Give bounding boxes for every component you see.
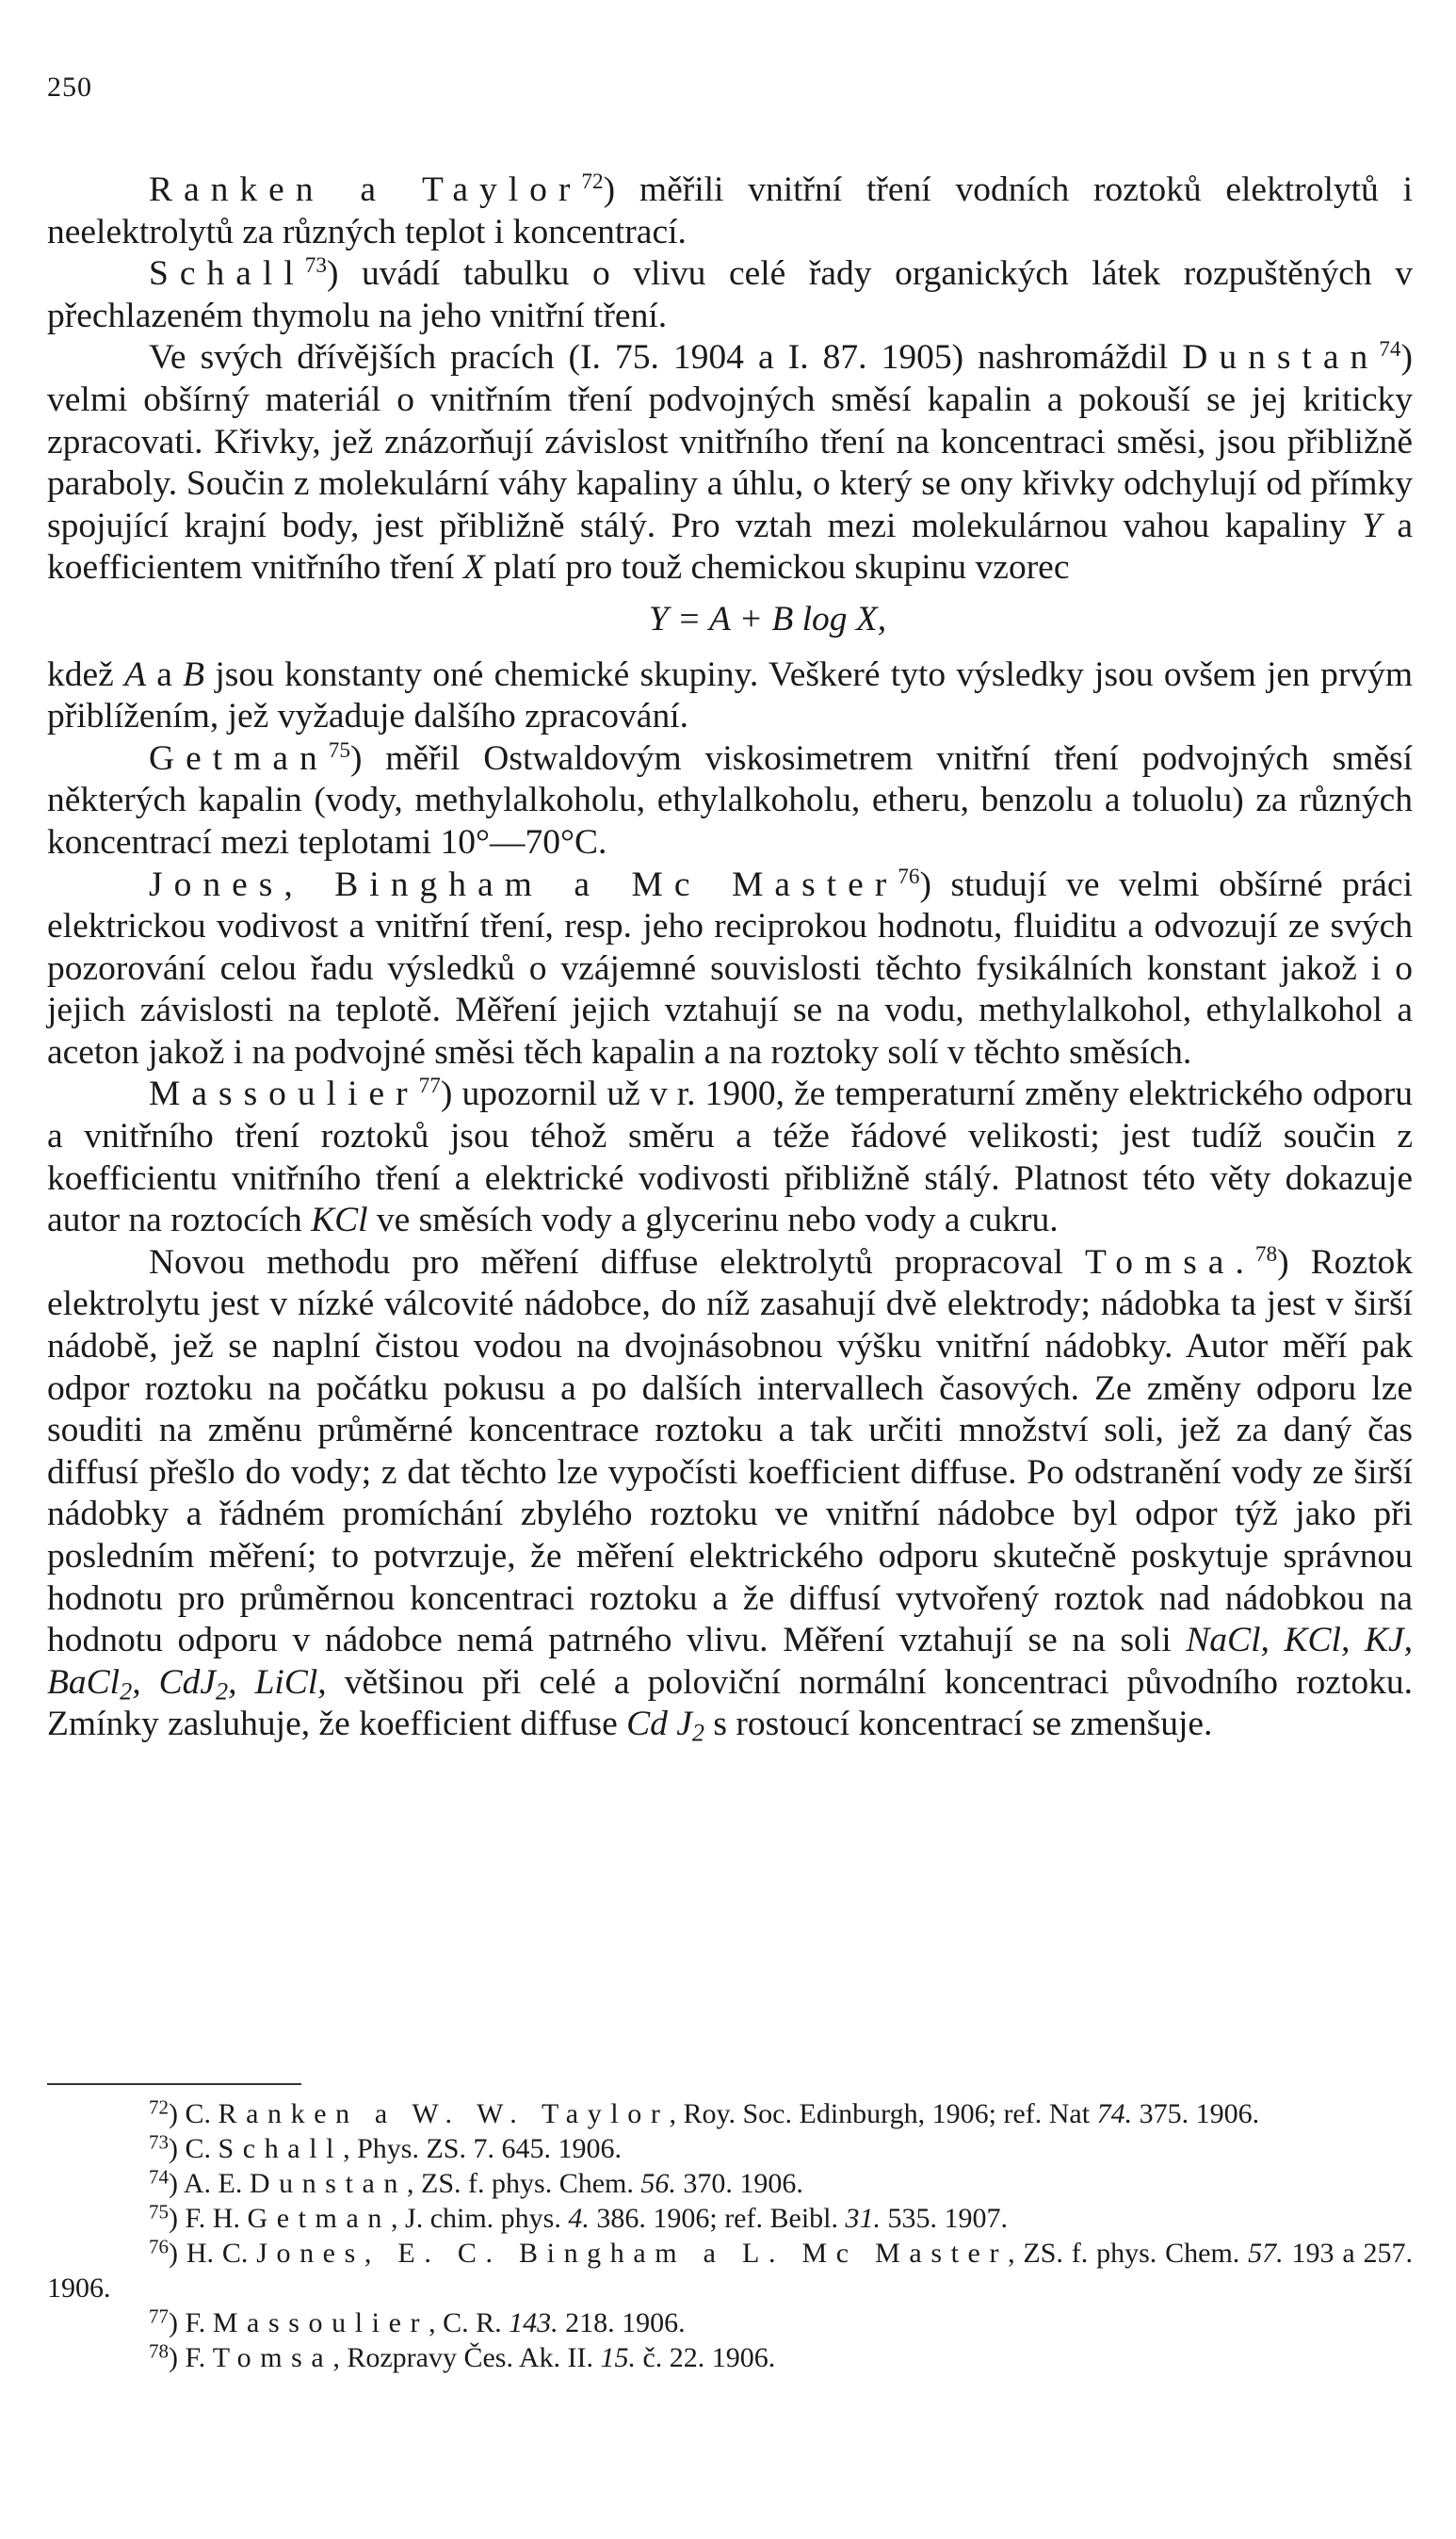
- body-text: [47, 170, 1413, 1746]
- footnote-number: 75: [149, 2200, 169, 2224]
- footnote-75: [47, 2201, 1413, 2236]
- temperature-range: 10°—70°C.: [440, 822, 607, 862]
- footnote-author: Jones, E. C. Bingham a L. Mc Master: [256, 2238, 1009, 2269]
- footnote-author: Ranken a W. W. Taylor: [218, 2098, 670, 2129]
- footnote-author: Getman: [247, 2203, 392, 2234]
- variable-x: X: [462, 548, 485, 588]
- footnote-number: 73: [149, 2130, 169, 2154]
- footnote-ref[interactable]: 73: [304, 253, 327, 279]
- footnote-ref[interactable]: 72: [581, 170, 604, 195]
- footnote-text: 193 a 257. 1906.: [47, 2238, 1413, 2304]
- footnote-78: [47, 2340, 1413, 2375]
- footnote-volume: 57.: [1248, 2238, 1284, 2269]
- paragraph-schall: [47, 253, 1413, 337]
- footnote-text: č. 22. 1906.: [635, 2342, 776, 2373]
- paragraph-dunstan: [47, 337, 1413, 590]
- author-name: Massoulier: [149, 1075, 419, 1114]
- footnote-volume: 31.: [845, 2203, 881, 2234]
- author-name: Ranken a Taylor: [149, 170, 582, 209]
- footnote-ref[interactable]: 77: [418, 1074, 441, 1099]
- paragraph-text: a: [145, 655, 184, 694]
- author-name: Getman: [149, 738, 329, 778]
- footnote-number: 72: [149, 2095, 169, 2119]
- footnote-text: ) C.: [169, 2133, 218, 2164]
- author-name: Schall: [149, 254, 305, 294]
- paragraph-text: ) studují ve velmi obšírné práci elektrickou vodivost a vnitřní tření, resp. jeho reciprokou hodnotu, fluiditu a odvozují ze svých pozorování celou řadu výsledků o vzájemné souvislosti těchto fysikálních konstant jakož i o jejich závislosti na teplotě. Měření jejich vztahují se na vodu, methylalkohol, ethylalkohol a aceton jakož i na podvojné směsi těch kapalin a na roztoky solí v těchto směsích.: [47, 865, 1413, 1072]
- footnote-text: ) H. C.: [169, 2238, 257, 2269]
- footnote-text: , J. chim. phys.: [391, 2203, 569, 2234]
- footnote-72: [47, 2096, 1413, 2131]
- footnote-ref[interactable]: 74: [1379, 337, 1401, 363]
- paragraph-text: ) měřili vnitřní tření vodních roztoků elektrolytů i neelektrolytů za různých teplot i koncentrací.: [47, 170, 1413, 251]
- author-name: Dunstan: [1182, 338, 1380, 378]
- footnote-text: , Phys. ZS. 7. 645. 1906.: [343, 2133, 622, 2164]
- paragraph-text: většinou při celé a poloviční normální koncentraci původního roztoku. Zmínky zasluhuje, že koefficient diffuse: [47, 1662, 1413, 1744]
- formula-text: Y = A + B log X,: [648, 599, 887, 639]
- footnote-text: ) A. E.: [169, 2168, 250, 2199]
- variable-b: B: [183, 655, 205, 694]
- footnote-author: Schall: [218, 2133, 344, 2164]
- salt-list: , CdJ: [132, 1662, 217, 1702]
- footnote-text: 218. 1906.: [558, 2307, 686, 2338]
- footnote-volume: 15.: [600, 2342, 636, 2373]
- paragraph-text: ) uvádí tabulku o vlivu celé řady organických látek rozpuštěných v přechlazeném thymolu na jeho vnitřní tření.: [47, 254, 1413, 335]
- paragraph-text: ) velmi obšírný materiál o vnitřním tření podvojných směsí kapalin a pokouší se jej kriticky zpracovati. Křivky, jež znázorňují závislost vnitřního tření na koncentraci směsi, jsou přibližně paraboly. Součin z molekulární váhy kapaliny a úhlu, o který se ony křivky odchylují od přímky spojující krajní body, jest přibližně stálý. Pro vztah mezi molekulárnou vahou kapaliny: [47, 338, 1413, 545]
- author-name: Tomsa.: [1085, 1242, 1255, 1282]
- paragraph-text: ) Roztok elektrolytu jest v nízké válcovité nádobce, do níž zasahují dvě elektrody; nádobka ta jest v širší nádobě, jež se naplní čistou vodou na dvojnásobnou výšku vnitřní nádobky. Autor měří pak odpor roztoku na počátku pokusu a po dalších intervallech časových. Ze změny odporu lze souditi na změnu průměrné koncentrace roztoku a tak určiti množství soli, jež za daný čas diffusí přešlo do vody; z dat těchto lze vypočísti koefficient diffuse. Po odstranění vody ze širší nádobky a řádném promíchání zbylého roztoku ve vnitřní nádobce byl odpor týž jako při posledním měření; to potvrzuje, že měření elektrického odporu skutečně poskytuje správnou hodnotu pro průměrnou koncentraci roztoku a že diffusí vytvořený roztok nad nádobkou na hodnotu odporu v nádobce nemá patrného vlivu. Měření vztahují se na soli: [47, 1242, 1413, 1660]
- footnote-text: 386. 1906; ref. Beibl.: [589, 2203, 846, 2234]
- footnote-author: Dunstan: [249, 2168, 408, 2199]
- footnote-author: Massoulier: [212, 2307, 429, 2338]
- footnote-divider: [47, 2083, 301, 2085]
- footnote-76: [47, 2236, 1413, 2305]
- footnote-number: 77: [149, 2305, 169, 2328]
- footnote-ref[interactable]: 76: [898, 864, 920, 889]
- paragraph-text: ve směsích vody a glycerinu nebo vody a cukru.: [367, 1201, 1059, 1240]
- salt-list: , LiCl,: [228, 1662, 327, 1702]
- paragraph-text: ) upozornil už v r. 1900, že temperaturní změny elektrického odporu a vnitřního tření roztoků jsou téhož směru a téže řádové velikosti; jest tudíž součin z koefficientu vnitřního tření a elektrické vodivosti přibližně stálý. Platnost této věty dokazuje autor na roztocích: [47, 1075, 1413, 1240]
- paragraph-ranken-taylor: [47, 170, 1413, 253]
- page-number: 250: [47, 72, 92, 103]
- subscript: 2: [120, 1677, 133, 1706]
- salt-name: Cd J: [626, 1705, 692, 1744]
- footnote-text: , C. R.: [429, 2307, 510, 2338]
- paragraph-getman: [47, 738, 1413, 865]
- footnote-text: , ZS. f. phys. Chem.: [407, 2168, 641, 2199]
- paragraph-text: jsou konstanty oné chemické skupiny. Veškeré tyto výsledky jsou ovšem jen prvým přiblížením, jež vyžaduje dalšího zpracování.: [47, 655, 1413, 736]
- footnotes: [47, 2096, 1413, 2375]
- footnote-text: , ZS. f. phys. Chem.: [1008, 2238, 1249, 2269]
- author-name: Jones, Bingham a Mc Master: [149, 865, 898, 904]
- variable-y: Y: [1362, 506, 1382, 545]
- footnote-text: ) F. H.: [169, 2203, 248, 2234]
- salt-name: KCl: [311, 1201, 368, 1240]
- paragraph-constants: [47, 655, 1413, 738]
- subscript: 2: [216, 1677, 229, 1706]
- paragraph-text: platí pro touž chemickou skupinu vzorec: [484, 548, 1070, 588]
- footnote-volume: 74.: [1096, 2098, 1133, 2129]
- paragraph-massoulier: [47, 1074, 1413, 1241]
- paragraph-text: kdež: [47, 655, 125, 694]
- footnote-text: , Rozpravy Čes. Ak. II.: [332, 2342, 601, 2373]
- footnote-text: , Roy. Soc. Edinburgh, 1906; ref. Nat: [669, 2098, 1097, 2129]
- paragraph-text: s rostoucí koncentrací se zmenšuje.: [704, 1705, 1213, 1744]
- footnote-ref[interactable]: 75: [328, 737, 350, 763]
- footnote-volume: 56.: [640, 2168, 676, 2199]
- footnote-text: 535. 1907.: [881, 2203, 1008, 2234]
- footnote-text: 370. 1906.: [675, 2168, 803, 2199]
- paragraph-jones: [47, 865, 1413, 1075]
- footnote-number: 78: [149, 2339, 169, 2363]
- footnote-77: [47, 2305, 1413, 2340]
- footnote-74: [47, 2166, 1413, 2201]
- footnote-volume: 143.: [509, 2307, 558, 2338]
- footnote-73: [47, 2131, 1413, 2166]
- footnote-text: 375. 1906.: [1132, 2098, 1260, 2129]
- paragraph-text: ) měřil Ostwaldovým viskosimetrem vnitřní tření podvojných směsí některých kapalin (vody, methylalkoholu, ethylalkoholu, etheru, benzolu a toluolu) za různých koncentrací mezi teplotami: [47, 738, 1413, 862]
- subscript: 2: [691, 1719, 705, 1747]
- paragraph-text: Ve svých dřívějších pracích (I. 75. 1904 a I. 87. 1905) nashromáždil: [149, 338, 1183, 378]
- paragraph-text: a koefficientem vnitřního tření: [47, 506, 1413, 588]
- variable-a: A: [124, 655, 146, 694]
- footnote-text: ) F.: [169, 2307, 213, 2338]
- footnote-number: 76: [149, 2235, 169, 2258]
- footnote-number: 74: [149, 2165, 169, 2189]
- footnote-author: Tomsa: [212, 2342, 333, 2373]
- footnote-ref[interactable]: 78: [1254, 1242, 1278, 1268]
- footnote-text: ) C.: [169, 2098, 218, 2129]
- salt-list: NaCl, KCl, KJ, BaCl: [47, 1621, 1413, 1702]
- paragraph-text: Novou methodu pro měření diffuse elektrolytů propracoval: [149, 1242, 1085, 1282]
- paragraph-tomsa: [47, 1242, 1413, 1746]
- footnote-volume: 4.: [568, 2203, 590, 2234]
- formula: [47, 599, 1413, 641]
- footnote-text: ) F.: [169, 2342, 213, 2373]
